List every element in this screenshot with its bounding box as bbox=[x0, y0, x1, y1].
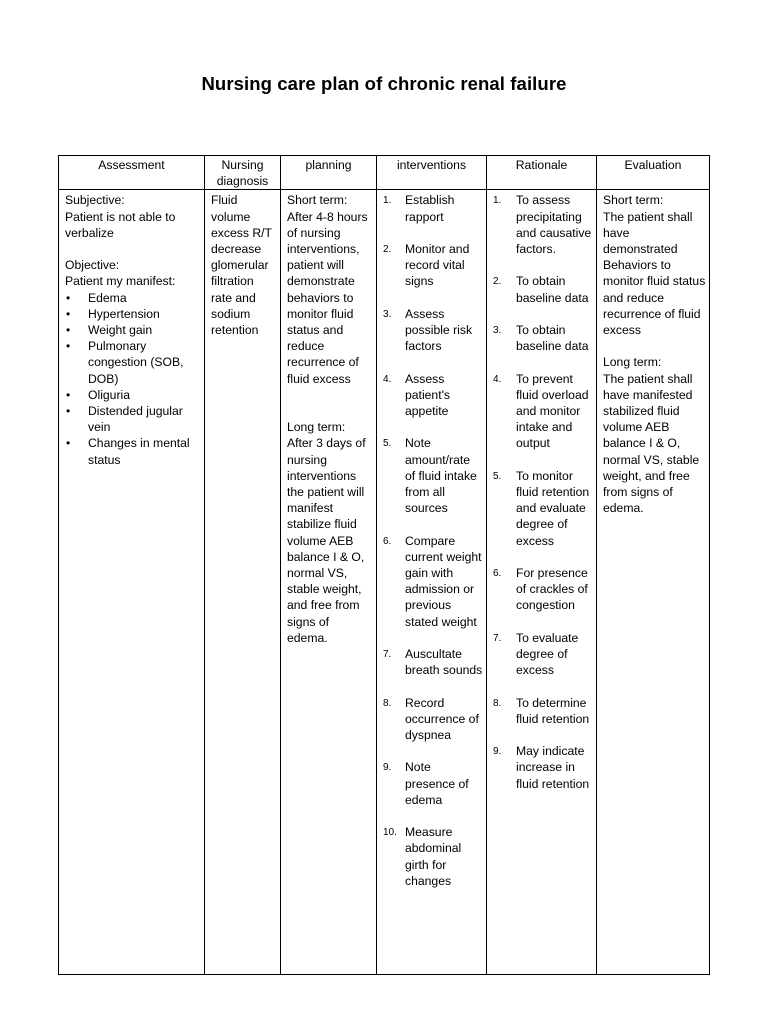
rationale-item-text: To obtain baseline data bbox=[516, 323, 589, 354]
rationale-item-number: 3. bbox=[493, 325, 502, 336]
planning-short-label: Short term: bbox=[287, 193, 348, 208]
header-nursing-diagnosis: Nursing diagnosis bbox=[205, 156, 281, 190]
intervention-item-number: 7. bbox=[383, 649, 392, 660]
planning-cell bbox=[281, 190, 377, 975]
rationale-item bbox=[493, 371, 593, 452]
header-planning: planning bbox=[281, 156, 377, 190]
rationale-item-text: To monitor fluid retention and evaluate degree of excess bbox=[516, 468, 590, 548]
rationale-item-number: 8. bbox=[493, 697, 502, 709]
header-rationale: Rationale bbox=[487, 156, 597, 190]
evaluation-short-text: The patient shall have demonstrated Behaviors to monitor fluid status and reduce recurrence of fluid excess bbox=[603, 209, 706, 338]
rationale-item bbox=[493, 273, 593, 305]
manifestation-item: • Distended jugular vein bbox=[65, 403, 201, 435]
manifestation-item: • Pulmonary congestion (SOB, DOB) bbox=[65, 338, 201, 387]
rationale-item-text: To prevent fluid overload and monitor intake and output bbox=[516, 371, 589, 451]
manifestation-item: • Edema bbox=[65, 290, 201, 306]
rationale-item bbox=[493, 695, 593, 727]
evaluation-cell bbox=[597, 190, 710, 975]
rationale-item bbox=[493, 192, 593, 257]
intervention-item-text: Assess patient's appetite bbox=[405, 371, 451, 418]
intervention-item bbox=[383, 533, 483, 630]
intervention-item-text: Note presence of edema bbox=[405, 760, 469, 807]
rationale-item-text: May indicate increase in fluid retention bbox=[516, 744, 590, 791]
intervention-item-text: Auscultate breath sounds bbox=[405, 647, 483, 678]
intervention-item-number: 2. bbox=[383, 244, 392, 255]
intervention-item bbox=[383, 192, 483, 224]
intervention-item bbox=[383, 759, 483, 808]
intervention-item bbox=[383, 646, 483, 678]
intervention-item-text: Assess possible risk factors bbox=[405, 306, 473, 354]
intervention-item bbox=[383, 824, 483, 889]
header-interventions: interventions bbox=[377, 156, 487, 190]
rationale-item bbox=[493, 630, 593, 679]
intervention-item-number: 5. bbox=[383, 438, 392, 450]
rationale-item bbox=[493, 322, 593, 354]
rationale-item-text: To evaluate degree of excess bbox=[516, 630, 579, 678]
rationale-cell bbox=[487, 190, 597, 975]
nursing-diagnosis-text: Fluid volume excess R/T decrease glomerular filtration rate and sodium retention bbox=[211, 193, 272, 338]
rationale-item-number: 6. bbox=[493, 568, 502, 579]
evaluation-short-label: Short term: bbox=[603, 193, 664, 208]
interventions-list bbox=[383, 192, 483, 889]
subjective-text: Patient is not able to verbalize bbox=[65, 209, 176, 240]
intervention-item-number: 6. bbox=[383, 535, 392, 547]
manifestation-item: • Oliguria bbox=[65, 387, 201, 403]
intervention-item-number: 3. bbox=[383, 308, 392, 320]
intervention-item-text: Establish rapport bbox=[405, 193, 455, 224]
manifestation-item: • Changes in mental status bbox=[65, 435, 201, 467]
intervention-item bbox=[383, 371, 483, 420]
intervention-item-number: 8. bbox=[383, 697, 392, 709]
rationale-item bbox=[493, 468, 593, 549]
subjective-label: Subjective: bbox=[65, 193, 125, 208]
document-title: Nursing care plan of chronic renal failure bbox=[201, 73, 567, 94]
header-row bbox=[59, 156, 710, 190]
rationale-item-text: To obtain baseline data bbox=[516, 274, 589, 305]
evaluation-long-text: The patient shall have manifested stabilized fluid volume AEB balance I & O, normal VS, stable weight, and free from signs of edema. bbox=[603, 371, 700, 516]
planning-long-label: Long term: bbox=[287, 420, 346, 435]
rationale-item-text: To determine fluid retention bbox=[516, 695, 590, 726]
care-plan-table bbox=[58, 155, 710, 975]
rationale-item-number: 4. bbox=[493, 373, 502, 385]
rationale-item bbox=[493, 743, 593, 792]
intervention-item bbox=[383, 306, 483, 355]
intervention-item bbox=[383, 695, 483, 744]
intervention-item-number: 10. bbox=[383, 827, 397, 839]
body-row bbox=[59, 190, 710, 975]
rationale-item-number: 2. bbox=[493, 276, 502, 288]
rationale-item-number: 1. bbox=[493, 195, 502, 207]
rationale-list bbox=[493, 192, 593, 791]
intervention-item-number: 1. bbox=[383, 195, 392, 207]
intervention-item-text: Monitor and record vital signs bbox=[405, 242, 470, 289]
header-assessment: Assessment bbox=[59, 156, 205, 190]
rationale-item-number: 9. bbox=[493, 746, 502, 758]
manifestation-item: • Weight gain bbox=[65, 322, 201, 338]
rationale-item-text: For presence of crackles of congestion bbox=[516, 566, 588, 613]
planning-short-text: After 4-8 hours of nursing interventions, patient will demonstrate behaviors to monitor fluid status and reduce recurrence of fluid excess bbox=[287, 209, 368, 386]
manifestation-list bbox=[65, 290, 201, 468]
header-evaluation: Evaluation bbox=[597, 156, 710, 190]
intervention-item-number: 4. bbox=[383, 373, 392, 385]
intervention-item-text: Record occurrence of dyspnea bbox=[405, 695, 479, 742]
intervention-item-number: 9. bbox=[383, 762, 392, 774]
objective-label: Objective: bbox=[65, 258, 120, 273]
objective-intro: Patient my manifest: bbox=[65, 274, 176, 289]
rationale-item-text: To assess precipitating and causative factors. bbox=[516, 193, 592, 257]
rationale-item bbox=[493, 565, 593, 614]
rationale-item-number: 5. bbox=[493, 470, 502, 482]
assessment-cell bbox=[59, 190, 205, 975]
manifestation-item: • Hypertension bbox=[65, 306, 201, 322]
nursing-diagnosis-cell bbox=[205, 190, 281, 975]
intervention-item-text: Measure abdominal girth for changes bbox=[405, 825, 462, 888]
intervention-item-text: Compare current weight gain with admission or previous stated weight bbox=[405, 533, 482, 629]
intervention-item-text: Note amount/rate of fluid intake from all sources bbox=[405, 436, 477, 516]
interventions-cell bbox=[377, 190, 487, 975]
rationale-item-number: 7. bbox=[493, 632, 502, 644]
intervention-item bbox=[383, 435, 483, 516]
intervention-item bbox=[383, 241, 483, 290]
evaluation-long-label: Long term: bbox=[603, 355, 662, 370]
planning-long-text: After 3 days of nursing interventions the patient will manifest stabilize fluid volume AEB balance I & O, normal VS, stable weight, and free from signs of edema. bbox=[287, 436, 366, 645]
